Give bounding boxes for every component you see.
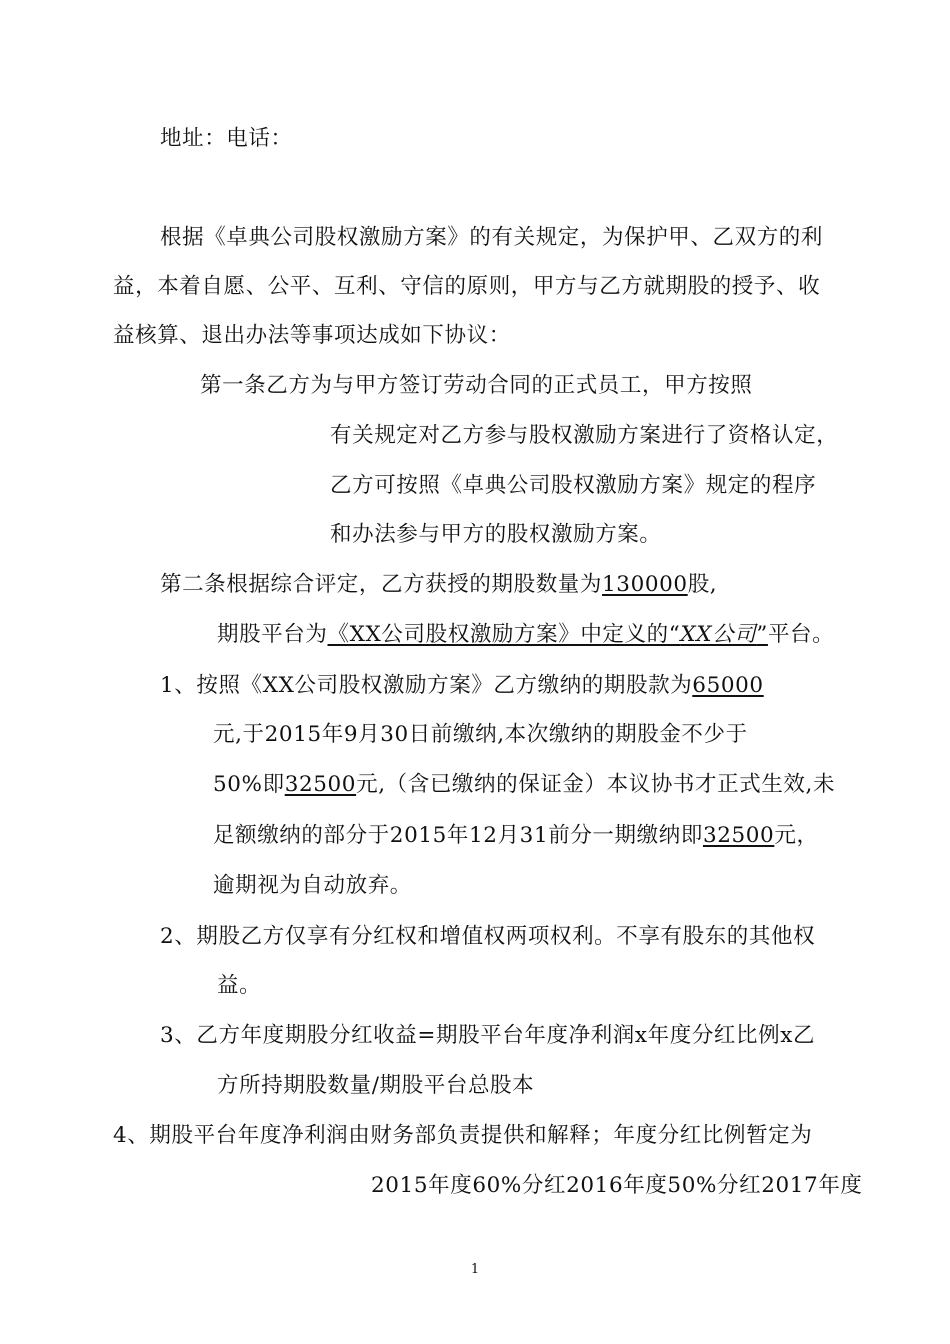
platform-quote: ” [756, 622, 768, 647]
share-count: 130000 [602, 572, 688, 597]
item1-text: 元， [774, 823, 819, 848]
item1-text: 元,（含已缴纳的保证金）本议协书才正式生效,未 [356, 772, 836, 797]
item4-line-2: 2015年度60%分红2016年度50%分红2017年度 [371, 1173, 863, 1198]
item1-line-4 [213, 822, 819, 850]
intro-line-2: 益，本着自愿、公平、互利、守信的原则，甲方与乙方就期股的授予、收 [113, 274, 821, 299]
second-installment: 32500 [702, 823, 775, 848]
item1-line-3 [213, 771, 835, 799]
article2-line-1 [160, 571, 717, 599]
article2-text: 平台。 [767, 622, 835, 647]
item2-line-2: 益。 [217, 973, 262, 998]
article1-line-2: 有关规定对乙方参与股权激励方案进行了资格认定， [330, 423, 839, 448]
address-phone-line: 地址：电话： [160, 126, 293, 151]
first-installment: 32500 [284, 772, 357, 797]
article2-text: 股, [687, 572, 718, 597]
item3-line-2: 方所持期股数量/期股平台总股本 [217, 1073, 535, 1098]
payment-amount: 65000 [692, 673, 764, 698]
item1-line-1 [160, 672, 764, 700]
article2-text: 期股平台为 [217, 622, 328, 647]
item3-line-1: 3、乙方年度期股分红收益=期股平台年度净利润x年度分红比例x乙 [160, 1023, 816, 1048]
item1-line-2: 元,于2015年9月30日前缴纳,本次缴纳的期股金不少于 [213, 722, 748, 747]
item1-line-5: 逾期视为自动放弃。 [213, 873, 412, 898]
article1-line-4: 和办法参与甲方的股权激励方案。 [330, 522, 662, 547]
platform-definition: 《XX公司股权激励方案》中定义的“ [327, 622, 681, 647]
article2-line-2 [217, 621, 834, 649]
item1-text: 1、按照《XX公司股权激励方案》乙方缴纳的期股款为 [160, 673, 693, 698]
item4-line-1: 4、期股平台年度净利润由财务部负责提供和解释；年度分红比例暂定为 [113, 1123, 813, 1148]
intro-line-3: 益核算、退出办法等事项达成如下协议： [113, 323, 511, 348]
item1-text: 足额缴纳的部分于2015年12月31前分一期缴纳即 [213, 823, 703, 848]
intro-line-1: 根据《卓典公司股权激励方案》的有关规定，为保护甲、乙双方的利 [160, 225, 824, 250]
item2-line-1: 2、期股乙方仅享有分红权和增值权两项权利。不享有股东的其他权 [160, 924, 816, 949]
platform-name: XX公司 [680, 622, 757, 647]
article1-line-1: 第一条乙方为与甲方签订劳动合同的正式员工，甲方按照 [200, 373, 753, 398]
page-number: 1 [470, 1262, 480, 1277]
article2-text: 第二条根据综合评定，乙方获授的期股数量为 [160, 572, 603, 597]
item1-text: 50%即 [213, 772, 285, 797]
article1-line-3: 乙方可按照《卓典公司股权激励方案》规定的程序 [330, 473, 817, 498]
